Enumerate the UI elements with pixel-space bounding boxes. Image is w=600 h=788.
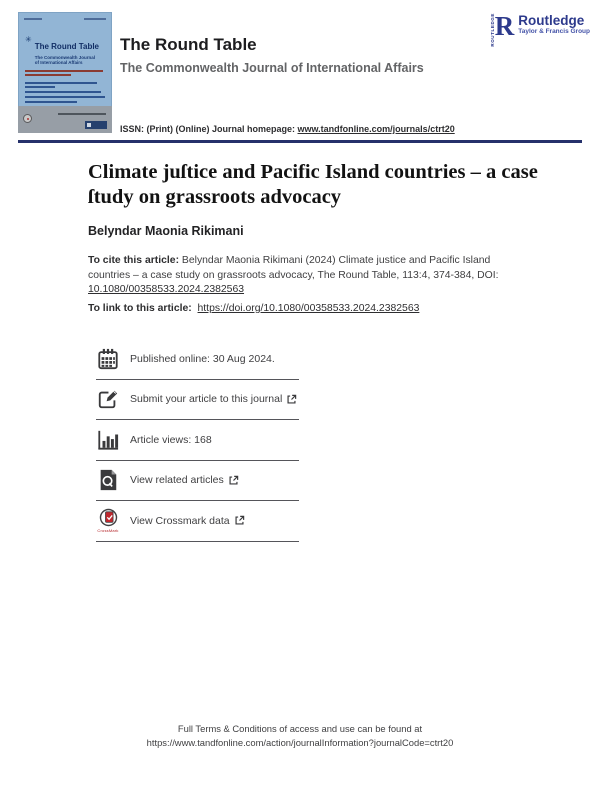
external-link-icon: [234, 515, 245, 526]
cover-subtitle-line2: of International Affairs: [34, 60, 83, 65]
routledge-letter: R: [494, 11, 515, 41]
cover-routledge-mini-logo: [85, 121, 107, 129]
terms-footer: [0, 722, 600, 750]
crossmark-caption: CrossMark: [97, 528, 119, 534]
article-title-line2: ſtudy on grassroots advocacy: [88, 186, 342, 208]
action-label: Submit your article to this journal: [130, 393, 297, 405]
journal-title: The Round Table: [120, 35, 257, 54]
cite-doi-link[interactable]: 10.1080/00358533.2024.2382563: [88, 284, 245, 296]
journal-homepage-link[interactable]: www.tandfonline.com/journals/ctrt20: [297, 124, 455, 134]
action-label: Article views: 168: [130, 433, 212, 446]
action-row-published-online[interactable]: [96, 339, 299, 380]
action-row-view-related[interactable]: [96, 461, 299, 502]
cover-subtitle-line1: The Commonwealth Journal: [34, 55, 95, 60]
issn-label: ISSN: (Print) (Online) Journal homepage:: [120, 124, 298, 134]
related-articles-icon: [96, 469, 120, 491]
footer-terms-text: Full Terms & Conditions of access and use can be found at: [177, 723, 423, 734]
routledge-logo: [490, 13, 590, 47]
cover-footer-strip: [18, 106, 112, 133]
submit-article-icon: [96, 388, 120, 410]
cover-volume-text: [24, 18, 42, 20]
header-divider: [18, 140, 582, 143]
article-doi-link[interactable]: https://doi.org/10.1080/00358533.2024.2382563: [197, 303, 420, 314]
journal-cover-thumbnail: [18, 12, 112, 133]
routledge-r-mark-icon: [490, 13, 515, 47]
cover-article-line: [25, 96, 105, 98]
external-link-icon: [228, 475, 239, 486]
action-row-submit-article[interactable]: [96, 380, 299, 421]
cover-star-icon: ✳: [25, 35, 32, 44]
link-paragraph: [88, 303, 419, 314]
cover-footer-line: [58, 113, 106, 115]
publisher-group: Taylor & Francis Group: [518, 28, 590, 35]
citation-paragraph: [88, 254, 520, 298]
cover-article-line: [25, 91, 101, 93]
action-row-view-crossmark[interactable]: [96, 501, 299, 542]
cite-body: Belyndar Maonia Rikimani (2024) Climate justice and Pacific Island countries – a case study on grassroots advocacy, The Round Table, 113:4, 374-384, DOI:: [88, 255, 499, 281]
cover-special-issue-line: [25, 70, 103, 72]
cite-label: To cite this article:: [88, 255, 180, 266]
article-actions-list: [96, 339, 299, 542]
journal-subtitle: The Commonwealth Journal of International Affairs: [120, 61, 424, 75]
cover-special-issue-line: [25, 74, 71, 76]
bar-chart-icon: [96, 429, 120, 451]
footer-terms-url[interactable]: https://www.tandfonline.com/action/journalInformation?journalCode=ctrt20: [146, 737, 454, 748]
link-label: To link to this article:: [88, 303, 192, 314]
external-link-icon: [286, 394, 297, 405]
calendar-icon: [96, 348, 120, 370]
cover-article-line: [25, 82, 97, 84]
cover-article-line: [25, 86, 55, 88]
cover-title: The Round Table: [34, 42, 99, 51]
crossmark-icon: [96, 508, 120, 533]
issn-homepage-line: [120, 124, 455, 134]
article-title-line1: Climate juſtice and Pacific Island countries – a case: [88, 161, 538, 183]
action-label: View Crossmark data: [130, 515, 245, 527]
article-title: [88, 160, 568, 210]
action-row-article-views[interactable]: [96, 420, 299, 461]
cover-target-icon: [23, 114, 32, 123]
cover-article-line: [25, 101, 77, 103]
publisher-name: Routledge: [518, 13, 585, 28]
cover-issn-text: [84, 18, 106, 20]
author-name: Belyndar Maonia Rikimani: [88, 224, 244, 238]
action-label: Published online: 30 Aug 2024.: [130, 352, 275, 365]
routledge-vertical-text: ROUTLEDGE: [489, 13, 495, 47]
action-label: View related articles: [130, 474, 239, 486]
